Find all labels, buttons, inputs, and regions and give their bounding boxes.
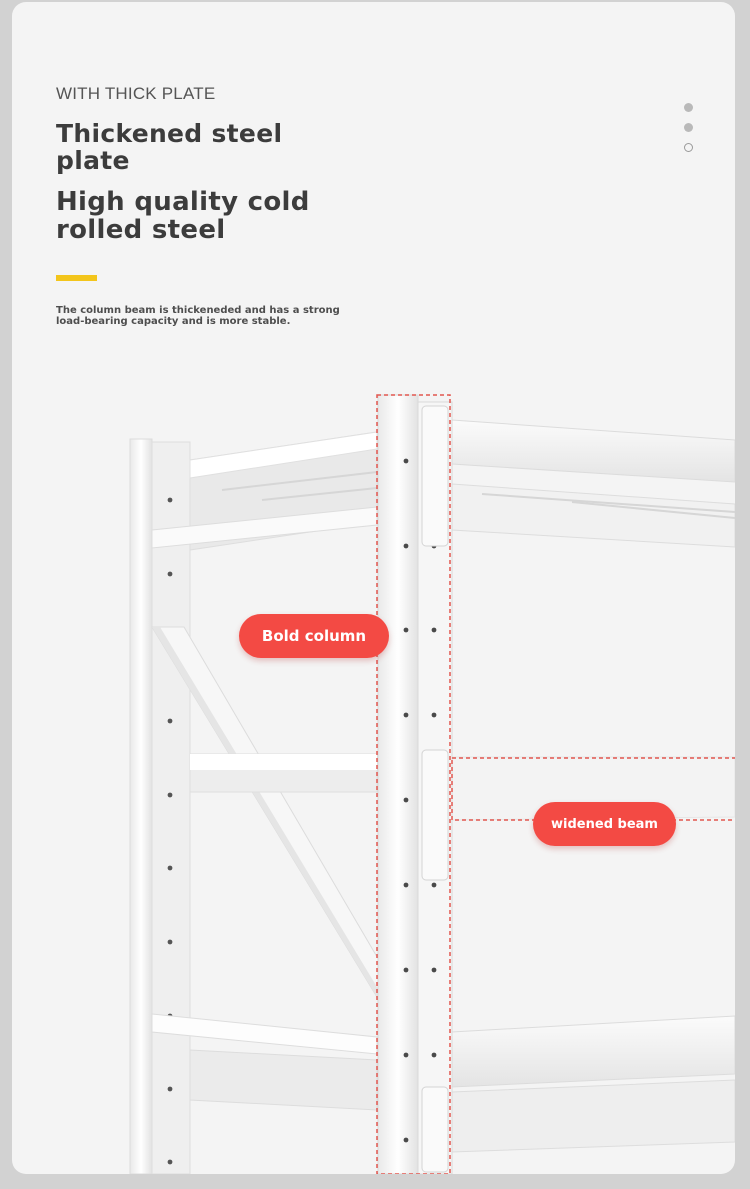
section-eyebrow: WITH THICK PLATE xyxy=(56,84,216,103)
shelf-illustration xyxy=(12,2,735,1174)
rear-post xyxy=(130,439,190,1174)
widened-beam-callout: widened beam xyxy=(533,802,676,846)
front-column xyxy=(378,395,452,1174)
feature-description: The column beam is thickeneded and has a strong load-bearing capacity and is more stable. xyxy=(56,305,340,327)
product-feature-card xyxy=(12,2,735,1174)
bold-column-callout: Bold column xyxy=(239,614,389,658)
feature-title-secondary: High quality cold rolled steel xyxy=(56,187,310,245)
feature-title-primary: Thickened steel plate xyxy=(56,119,283,175)
